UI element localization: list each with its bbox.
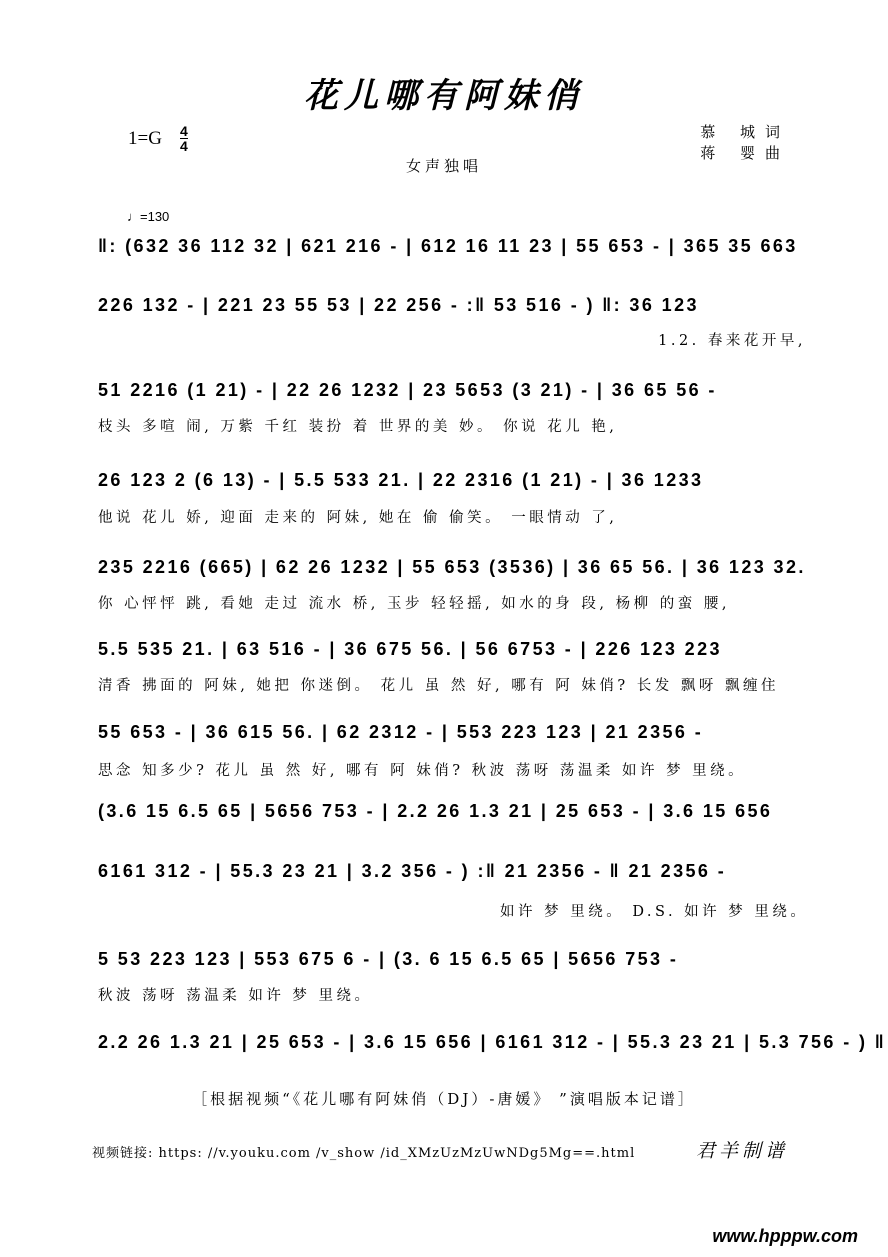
transcription-note: ［根据视频“《花儿哪有阿妹俏（DJ）-唐媛》 ”演唱版本记谱］ <box>192 1090 696 1108</box>
notation-line: (3.6 15 6.5 65 | 5656 753 - | 2.2 26 1.3 21 | 25 653 - | 3.6 15 656 <box>98 801 773 821</box>
notation-line: 6161 312 - | 55.3 23 21 | 3.2 356 - ) :‖ 21 2356 - ‖ 21 2356 - <box>98 861 727 881</box>
song-title: 花儿哪有阿妹俏 <box>304 76 584 116</box>
notation-line: 235 2216 (665) | 62 26 1232 | 55 653 (3536) | 36 65 56. | 36 123 32. <box>98 557 806 577</box>
notation-line: 226 132 - | 221 23 55 53 | 22 256 - :‖ 53 516 - ) ‖: 36 123 <box>98 295 699 315</box>
tempo-marking: ♩=130 <box>127 209 170 224</box>
performer-label: 女声独唱 <box>405 157 482 175</box>
lyricist-credit: 慕 城词 <box>700 123 790 141</box>
notation-line: 55 653 - | 36 615 56. | 62 2312 - | 553 223 123 | 21 2356 - <box>98 722 704 742</box>
lyric-line: 枝头 多喧 闹, 万紫 千红 装扮 着 世界的美 妙。 你说 花儿 艳, <box>98 419 618 435</box>
site-watermark: www.hpppw.com <box>712 1226 858 1246</box>
lyric-line: 如许 梦 里绕。 D.S. 如许 梦 里绕。 <box>500 904 809 920</box>
key-signature: 1=G <box>128 128 162 149</box>
notation-line: 26 123 2 (6 13) - | 5.5 533 21. | 22 2316 (1 21) - | 36 1233 <box>98 470 704 490</box>
time-signature-top: 4 <box>180 123 188 139</box>
time-signature-bottom: 4 <box>180 138 188 154</box>
lyric-line: 1.2. 春来花开早, <box>658 333 806 349</box>
lyric-line: 你 心怦怦 跳, 看她 走过 流水 桥, 玉步 轻轻摇, 如水的身 段, 杨柳 的蛮 腰, <box>98 596 730 612</box>
notation-line: 2.2 26 1.3 21 | 25 653 - | 3.6 15 656 | 6161 312 - | 55.3 23 21 | 5.3 756 - ) ‖ <box>98 1032 887 1052</box>
notation-line: 51 2216 (1 21) - | 22 26 1232 | 23 5653 (3 21) - | 36 65 56 - <box>98 380 717 400</box>
composer-credit: 蒋 婴曲 <box>700 144 790 162</box>
lyric-line: 他说 花儿 娇, 迎面 走来的 阿妹, 她在 偷 偷笑。 一眼情动 了, <box>98 510 618 526</box>
lyric-line: 秋波 荡呀 荡温柔 如许 梦 里绕。 <box>98 988 373 1004</box>
notation-line: 5 53 223 123 | 553 675 6 - | (3. 6 15 6.5 65 | 5656 753 - <box>98 949 679 969</box>
transcriber-signature: 君羊制谱 <box>696 1140 789 1162</box>
time-signature <box>180 124 188 153</box>
lyric-line: 思念 知多少? 花儿 虽 然 好, 哪有 阿 妹俏? 秋波 荡呀 荡温柔 如许 梦 里绕。 <box>98 763 747 779</box>
lyric-line: 清香 拂面的 阿妹, 她把 你迷倒。 花儿 虽 然 好, 哪有 阿 妹俏? 长发 飘呀 飘缠住 <box>98 678 780 694</box>
notation-line: ‖: (632 36 112 32 | 621 216 - | 612 16 11 23 | 55 653 - | 365 35 663 <box>98 236 798 256</box>
notation-line: 5.5 535 21. | 63 516 - | 36 675 56. | 56 6753 - | 226 123 223 <box>98 639 722 659</box>
video-link: 视频链接: https: //v.youku.com /v_show /id_XMzUzMzUwNDg5Mg==.html <box>92 1146 636 1161</box>
